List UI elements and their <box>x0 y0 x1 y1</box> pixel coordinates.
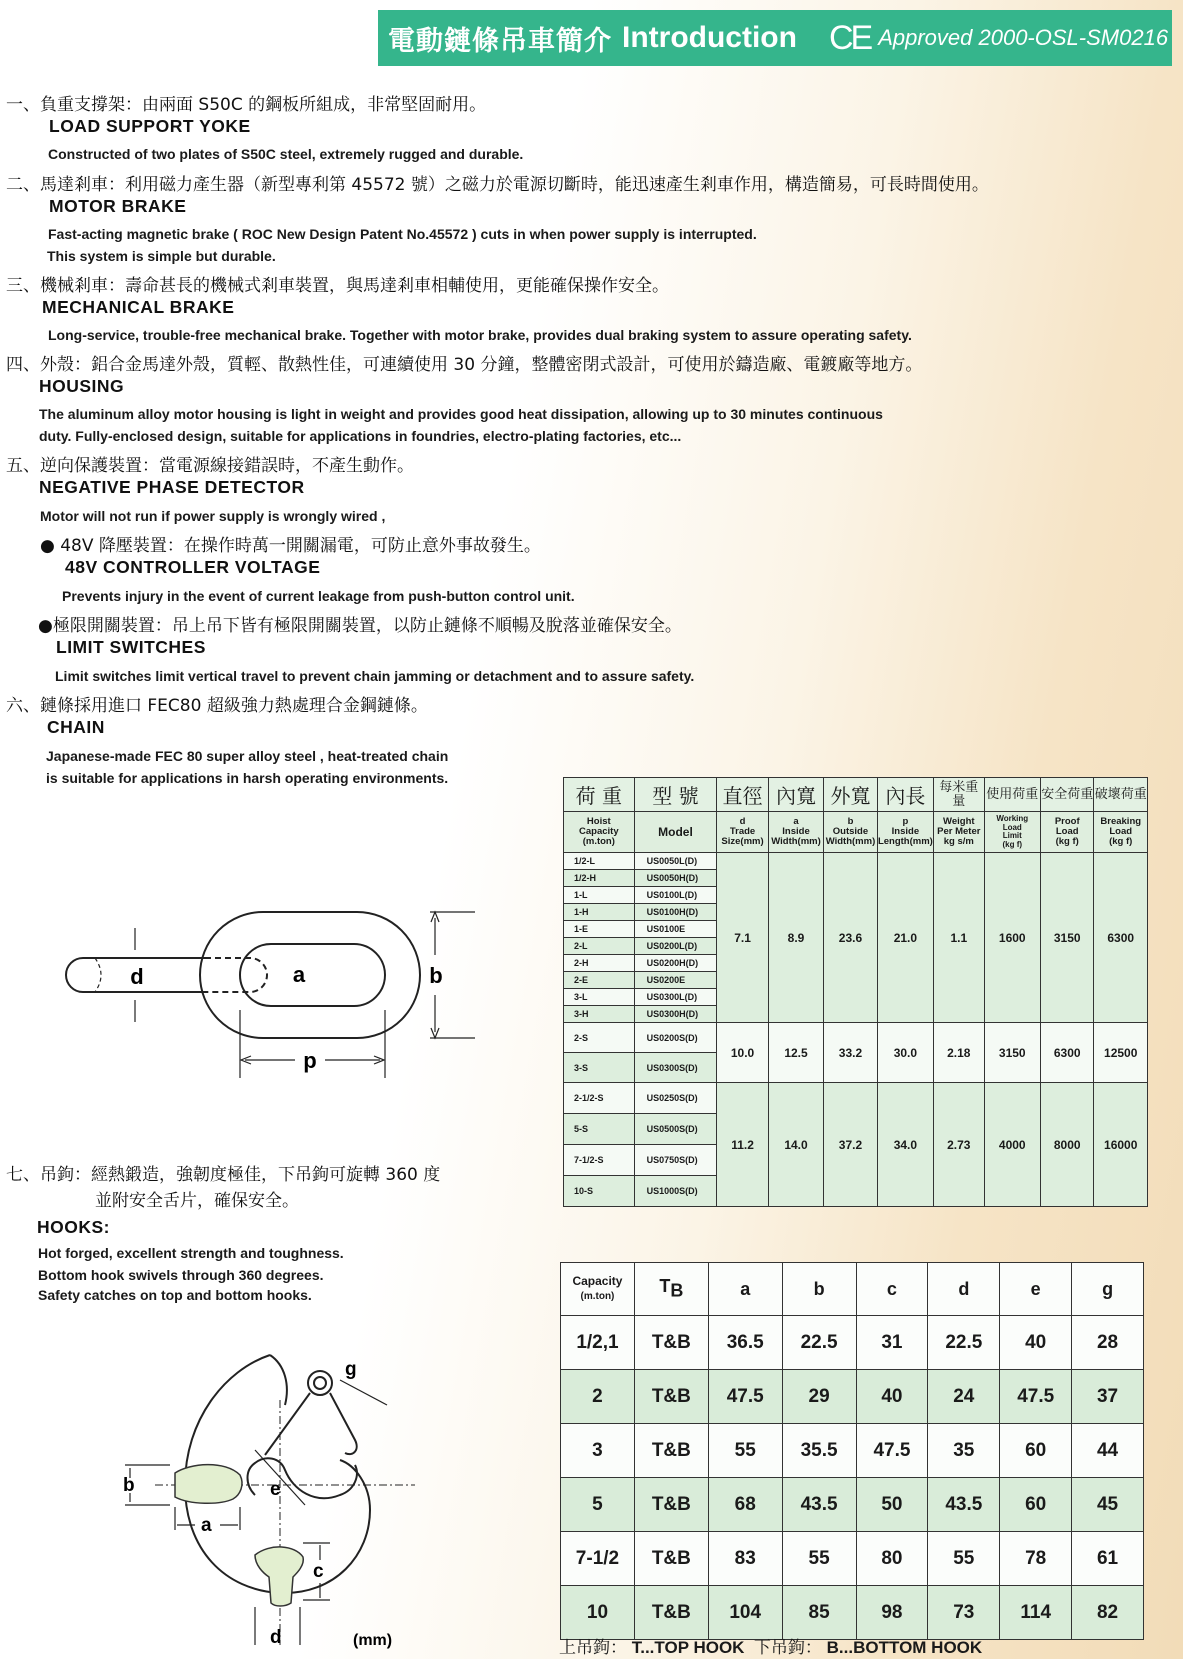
model-cell: US0200L(D) <box>634 938 717 955</box>
capacity-cell: 5-S <box>564 1114 635 1145</box>
th-inside-length-en: p Inside Length(mm) <box>877 812 933 853</box>
p-cell: 34.0 <box>877 1083 933 1207</box>
proof-cell: 6300 <box>1041 1023 1094 1083</box>
title-banner <box>378 10 1172 66</box>
table-row: 5 T&B 68 43.5 50 43.5 60 45 <box>561 1478 1144 1532</box>
weight-cell: 1.1 <box>934 853 984 1023</box>
breaking-cell: 12500 <box>1094 1023 1148 1083</box>
model-cell: US0300L(D) <box>634 989 717 1006</box>
capacity-cell: 3-S <box>564 1053 635 1083</box>
feature-6-zh: 六、鏈條採用進口 FEC80 超級強力熱處理合金鋼鏈條。 <box>6 696 428 716</box>
feature-48v-heading: 48V CONTROLLER VOLTAGE <box>65 557 321 577</box>
th-inside-width-zh: 內寬 <box>768 778 823 812</box>
model-cell: US0050H(D) <box>634 870 717 887</box>
feature-5-desc: Motor will not run if power supply is wrongly wired , <box>40 508 386 524</box>
feature-5-heading: NEGATIVE PHASE DETECTOR <box>39 477 305 497</box>
hook-label-c: c <box>313 1561 324 1582</box>
feature-6-heading: CHAIN <box>47 717 105 737</box>
table-row: 7-1/2 T&B 83 55 80 55 78 61 <box>561 1532 1144 1586</box>
th-weight-zh: 每米重量 <box>934 778 984 812</box>
th-capacity-zh: 荷 重 <box>564 778 635 812</box>
th-weight-en: Weight Per Meter kg s/m <box>934 812 984 853</box>
banner-title-zh: 電動鏈條吊車簡介 <box>388 25 612 57</box>
capacity-cell: 1-H <box>564 904 635 921</box>
feature-2-zh: 二、馬達剎車：利用磁力產生器（新型專利第 45572 號）之磁力於電源切斷時，能迅速產生剎車作用，構造簡易，可長時間使用。 <box>6 175 989 195</box>
feature-7-desc-3: Safety catches on top and bottom hooks. <box>38 1287 312 1303</box>
th-proof-zh: 安全荷重 <box>1041 778 1094 812</box>
hook-label-d: d <box>270 1627 282 1648</box>
feature-1-heading: LOAD SUPPORT YOKE <box>49 116 251 136</box>
feature-4-desc-2: duty. Fully-enclosed design, suitable for applications in foundries, electro-plating factories, etc... <box>39 428 682 444</box>
th-hook-g: g <box>1072 1263 1144 1316</box>
banner-title-en: Introduction <box>622 21 797 54</box>
table-row: 1/2,1 T&B 36.5 22.5 31 22.5 40 28 <box>561 1316 1144 1370</box>
approval-number: Approved 2000-OSL-SM0216 <box>878 25 1169 50</box>
feature-3-zh: 三、機械剎車：壽命甚長的機械式剎車裝置，與馬達剎車相輔使用，更能確保操作安全。 <box>6 276 669 296</box>
capacity-cell: 1-E <box>564 921 635 938</box>
th-inside-length-zh: 內長 <box>877 778 933 812</box>
feature-4-desc-1: The aluminum alloy motor housing is light in weight and provides good heat dissipation, allowing up to 30 minutes continuous <box>39 406 883 422</box>
feature-7-heading: HOOKS: <box>37 1217 110 1237</box>
weight-cell: 2.73 <box>934 1083 984 1207</box>
table-row <box>564 1083 1148 1114</box>
capacity-cell: 2-1/2-S <box>564 1083 635 1114</box>
a-cell: 8.9 <box>768 853 823 1023</box>
feature-48v-desc: Prevents injury in the event of current leakage from push-button control unit. <box>62 588 575 604</box>
chain-label-d: d <box>130 964 144 989</box>
ce-mark: CE <box>828 18 871 57</box>
th-hook-e: e <box>1000 1263 1072 1316</box>
feature-limit-heading: LIMIT SWITCHES <box>56 637 206 657</box>
th-model-zh: 型 號 <box>634 778 717 812</box>
capacity-cell: 1/2-H <box>564 870 635 887</box>
d-cell: 7.1 <box>717 853 768 1023</box>
th-hook-d: d <box>928 1263 1000 1316</box>
model-cell: US0200H(D) <box>634 955 717 972</box>
th-outside-width-en: b Outside Width(mm) <box>824 812 877 853</box>
th-hook-c: c <box>856 1263 928 1316</box>
chain-table-header-en <box>564 812 1148 853</box>
capacity-cell: 3-L <box>564 989 635 1006</box>
breaking-cell: 6300 <box>1094 853 1148 1023</box>
hook-unit: (mm) <box>353 1632 393 1649</box>
table-row <box>564 1023 1148 1053</box>
table-row <box>564 853 1148 870</box>
capacity-cell: 7-1/2-S <box>564 1145 635 1176</box>
a-cell: 12.5 <box>768 1023 823 1083</box>
th-outside-width-zh: 外寬 <box>824 778 877 812</box>
table-row: 10 T&B 104 85 98 73 114 82 <box>561 1586 1144 1640</box>
capacity-cell: 1-L <box>564 887 635 904</box>
th-hook-a: a <box>708 1263 782 1316</box>
p-cell: 30.0 <box>877 1023 933 1083</box>
table-row: 3 T&B 55 35.5 47.5 35 60 44 <box>561 1424 1144 1478</box>
proof-cell: 3150 <box>1041 853 1094 1023</box>
b-cell: 23.6 <box>824 853 877 1023</box>
th-breaking-en: Breaking Load (kg f) <box>1094 812 1148 853</box>
th-inside-width-en: a Inside Width(mm) <box>768 812 823 853</box>
hook-label-g: g <box>345 1359 357 1380</box>
capacity-cell: 2-S <box>564 1023 635 1053</box>
th-hook-tb: $T_B$ <box>634 1263 708 1316</box>
feature-1-zh: 一、負重支撐架：由兩面 S50C 的鋼板所組成，非常堅固耐用。 <box>6 95 487 115</box>
feature-2-heading: MOTOR BRAKE <box>49 196 187 216</box>
p-cell: 21.0 <box>877 853 933 1023</box>
model-cell: US0100H(D) <box>634 904 717 921</box>
th-breaking-zh: 破壞荷重 <box>1094 778 1148 812</box>
th-hook-b: b <box>782 1263 856 1316</box>
model-cell: US0200E <box>634 972 717 989</box>
capacity-cell: 2-L <box>564 938 635 955</box>
feature-6-desc-2: is suitable for applications in harsh operating environments. <box>46 770 449 786</box>
model-cell: US0100L(D) <box>634 887 717 904</box>
proof-cell: 8000 <box>1041 1083 1094 1207</box>
feature-4-zh: 四、外殼：鋁合金馬達外殼，質輕、散熱性佳，可連續使用 30 分鐘，整體密閉式設計，可使用於鑄造廠、電鍍廠等地方。 <box>6 355 923 375</box>
feature-7-desc-2: Bottom hook swivels through 360 degrees. <box>38 1267 324 1283</box>
model-cell: US0050L(D) <box>634 853 717 870</box>
feature-limit-desc: Limit switches limit vertical travel to prevent chain jamming or detachment and to assure safety. <box>55 668 695 684</box>
th-diameter-zh: 直徑 <box>717 778 768 812</box>
feature-limit-zh: ●極限開關裝置：吊上吊下皆有極限開關裝置，以防止鏈條不順暢及脫落並確保安全。 <box>38 616 682 636</box>
feature-7-zh-2: 並附安全舌片，確保安全。 <box>95 1191 299 1211</box>
model-cell: US0750S(D) <box>634 1145 717 1176</box>
feature-2-desc-1: Fast-acting magnetic brake ( ROC New Design Patent No.45572 ) cuts in when power supply is interrupted. <box>48 226 757 242</box>
chain-spec-table <box>563 777 1148 1207</box>
feature-7-desc-1: Hot forged, excellent strength and toughness. <box>38 1245 344 1261</box>
model-cell: US0500S(D) <box>634 1114 717 1145</box>
th-wll-en: Working Load Limit (kg f) <box>984 812 1040 853</box>
model-cell: US0100E <box>634 921 717 938</box>
wll-cell: 1600 <box>984 853 1040 1023</box>
model-cell: US0200S(D) <box>634 1023 717 1053</box>
b-cell: 37.2 <box>824 1083 877 1207</box>
b-cell: 33.2 <box>824 1023 877 1083</box>
model-cell: US0300S(D) <box>634 1053 717 1083</box>
feature-6-desc-1: Japanese-made FEC 80 super alloy steel , heat-treated chain <box>46 748 449 764</box>
th-diameter-en: d Trade Size(mm) <box>717 812 768 853</box>
hook-label-e: e <box>270 1479 281 1500</box>
hook-label-a: a <box>201 1515 212 1536</box>
th-model-en: Model <box>634 812 717 853</box>
feature-48v-zh: ● 48V 降壓裝置：在操作時萬一開關漏電，可防止意外事故發生。 <box>40 536 541 556</box>
model-cell: US0300H(D) <box>634 1006 717 1023</box>
capacity-cell: 2-E <box>564 972 635 989</box>
a-cell: 14.0 <box>768 1083 823 1207</box>
chain-link-diagram <box>55 900 475 1085</box>
feature-3-desc: Long-service, trouble-free mechanical brake. Together with motor brake, provides dual braking system to assure operating safety. <box>48 327 912 343</box>
feature-5-zh: 五、逆向保護裝置：當電源線接錯誤時，不產生動作。 <box>6 456 414 476</box>
th-wll-zh: 使用荷重 <box>984 778 1040 812</box>
hook-spec-table <box>560 1262 1144 1640</box>
chain-table-header-zh <box>564 778 1148 812</box>
th-capacity-en: Hoist Capacity (m.ton) <box>564 812 635 853</box>
feature-7-zh: 七、吊鉤：經熱鍛造，強韌度極佳，下吊鉤可旋轉 360 度 <box>6 1165 441 1185</box>
table-row: 2 T&B 47.5 29 40 24 47.5 37 <box>561 1370 1144 1424</box>
weight-cell: 2.18 <box>934 1023 984 1083</box>
breaking-cell: 16000 <box>1094 1083 1148 1207</box>
th-hook-capacity: Capacity (m.ton) <box>561 1263 635 1316</box>
feature-2-desc-2: This system is simple but durable. <box>47 248 276 264</box>
th-proof-en: Proof Load (kg f) <box>1041 812 1094 853</box>
model-cell: US0250S(D) <box>634 1083 717 1114</box>
hook-table-header <box>561 1263 1144 1316</box>
feature-4-heading: HOUSING <box>39 376 125 396</box>
capacity-cell: 2-H <box>564 955 635 972</box>
feature-3-heading: MECHANICAL BRAKE <box>42 297 235 317</box>
capacity-cell: 3-H <box>564 1006 635 1023</box>
wll-cell: 4000 <box>984 1083 1040 1207</box>
hook-table-footnote: 上吊鉤： T...TOP HOOK 下吊鉤： B...BOTTOM HOOK <box>559 1638 983 1658</box>
hook-label-b: b <box>123 1475 135 1496</box>
capacity-cell: 1/2-L <box>564 853 635 870</box>
model-cell: US1000S(D) <box>634 1176 717 1207</box>
d-cell: 11.2 <box>717 1083 768 1207</box>
hook-diagram <box>115 1345 435 1655</box>
chain-label-a: a <box>292 962 306 987</box>
feature-1-desc: Constructed of two plates of S50C steel, extremely rugged and durable. <box>48 146 524 162</box>
chain-label-p: p <box>303 1048 317 1073</box>
wll-cell: 3150 <box>984 1023 1040 1083</box>
d-cell: 10.0 <box>717 1023 768 1083</box>
chain-label-b: b <box>429 963 443 988</box>
capacity-cell: 10-S <box>564 1176 635 1207</box>
